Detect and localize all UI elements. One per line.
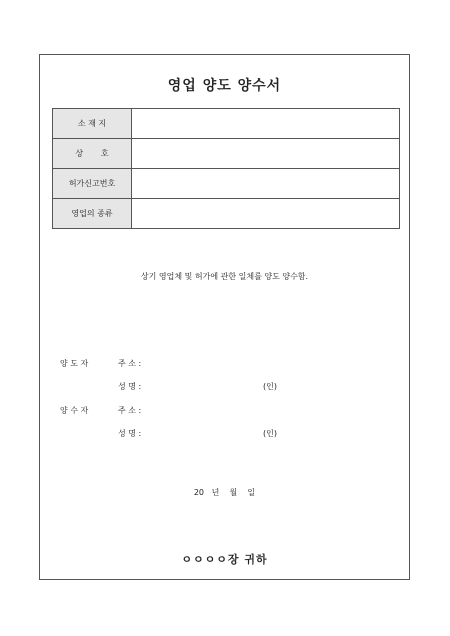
transferor-address-label: 주 소 : — [118, 359, 142, 368]
transferee-label: 양 수 자 — [60, 406, 89, 415]
trade-name-field[interactable] — [132, 139, 400, 169]
transferee-name-label: 성 명 : — [118, 429, 142, 438]
trade-name-label: 상 호 — [53, 139, 132, 169]
transferor-label: 양 도 자 — [60, 359, 89, 368]
transferor-name-label: 성 명 : — [118, 382, 142, 391]
transferor-seal: (인) — [263, 382, 277, 391]
info-table — [52, 108, 400, 229]
date-line: 20 년 월 일 — [193, 488, 256, 497]
table-row — [53, 109, 400, 139]
business-type-field[interactable] — [132, 199, 400, 229]
permit-number-label: 허가신고번호 — [53, 169, 132, 199]
document-title: 영업 양도 양수서 — [167, 78, 282, 94]
table-row — [53, 169, 400, 199]
location-field[interactable] — [132, 109, 400, 139]
transferee-address-label: 주 소 : — [118, 406, 142, 415]
addressee: ㅇㅇㅇㅇ장 귀하 — [181, 553, 268, 566]
business-type-label: 영업의 종류 — [53, 199, 132, 229]
permit-number-field[interactable] — [132, 169, 400, 199]
transferee-seal: (인) — [263, 429, 277, 438]
document-page — [39, 54, 410, 580]
table-row — [53, 139, 400, 169]
location-label: 소 재 지 — [53, 109, 132, 139]
transfer-statement: 상기 영업체 및 허가에 관한 일체를 양도 양수함. — [140, 272, 309, 281]
table-row — [53, 199, 400, 229]
